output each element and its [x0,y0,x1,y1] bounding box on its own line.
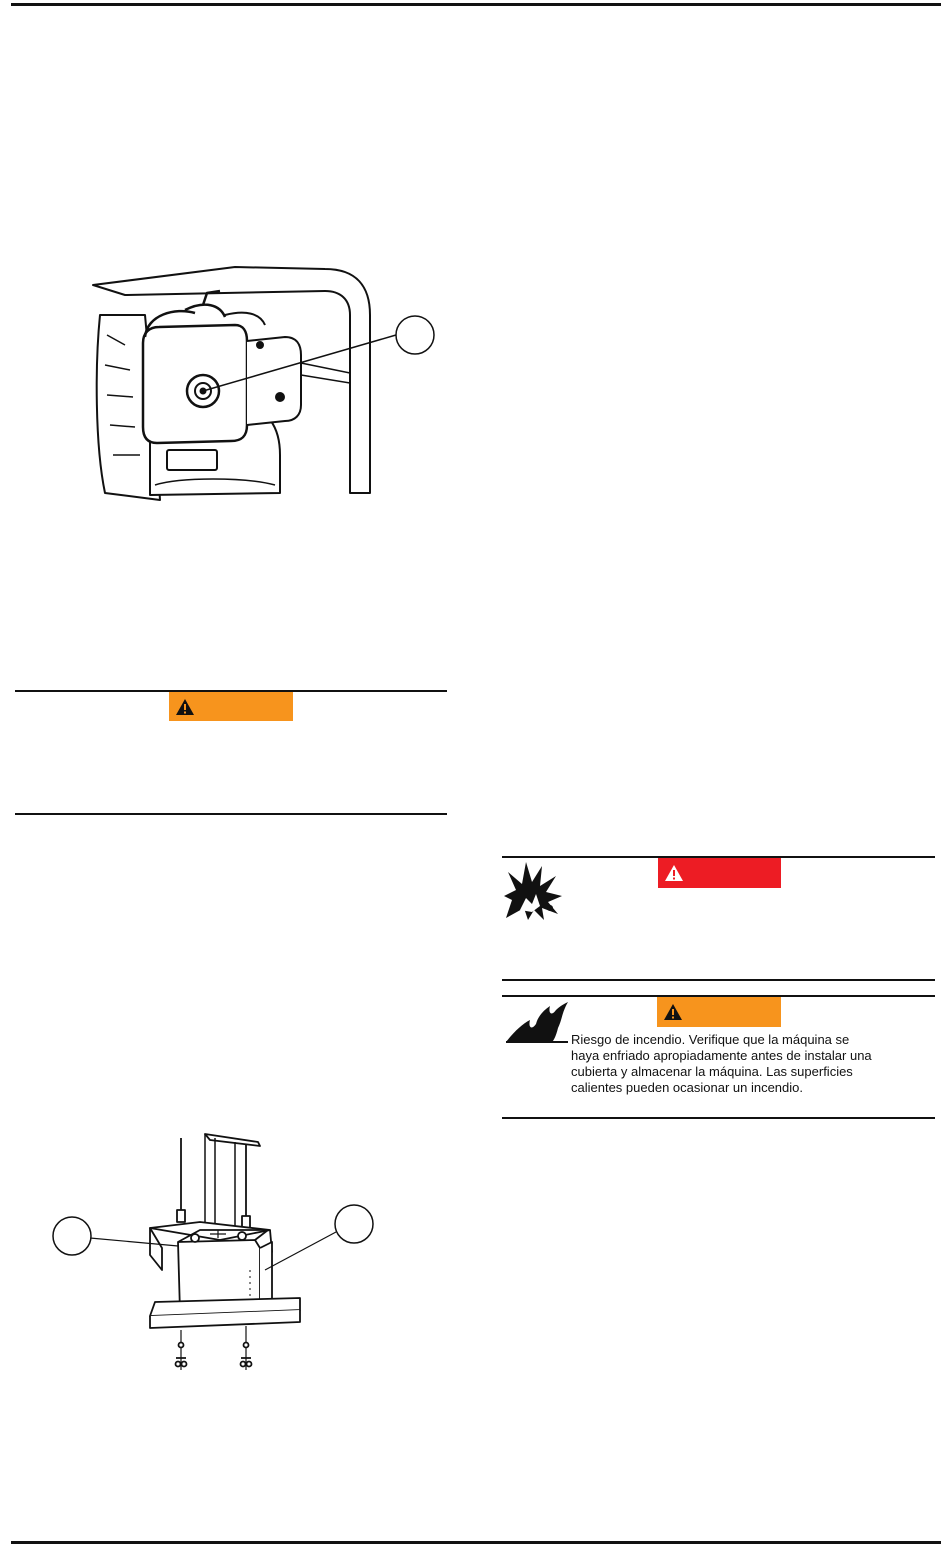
generator-air-filter-figure [85,255,445,510]
footer-rule [11,1541,941,1544]
danger-right-bottom-rule [502,979,935,981]
warning-left-bottom-rule [15,813,447,815]
warning-left-badge [169,692,293,721]
warning-triangle-icon [663,1003,683,1021]
header-rule [11,3,941,6]
danger-right-badge [658,858,781,888]
fire-warning-line: Riesgo de incendio. Verifique que la máquina se [571,1032,850,1047]
explosion-icon [502,860,564,920]
warning-right-bottom-rule [502,1117,935,1119]
warning-right-badge [657,997,781,1027]
fire-warning-line: calientes pueden ocasionar un incendio. [571,1080,804,1095]
fire-icon [504,998,570,1044]
fire-warning-text [571,1032,933,1096]
warning-triangle-icon [175,698,195,716]
battery-installation-figure [50,1130,380,1375]
warning-triangle-icon [664,864,684,882]
fire-warning-line: haya enfriado apropiadamente antes de instalar una [571,1048,872,1063]
fire-warning-line: cubierta y almacenar la máquina. Las superficies [571,1064,853,1079]
